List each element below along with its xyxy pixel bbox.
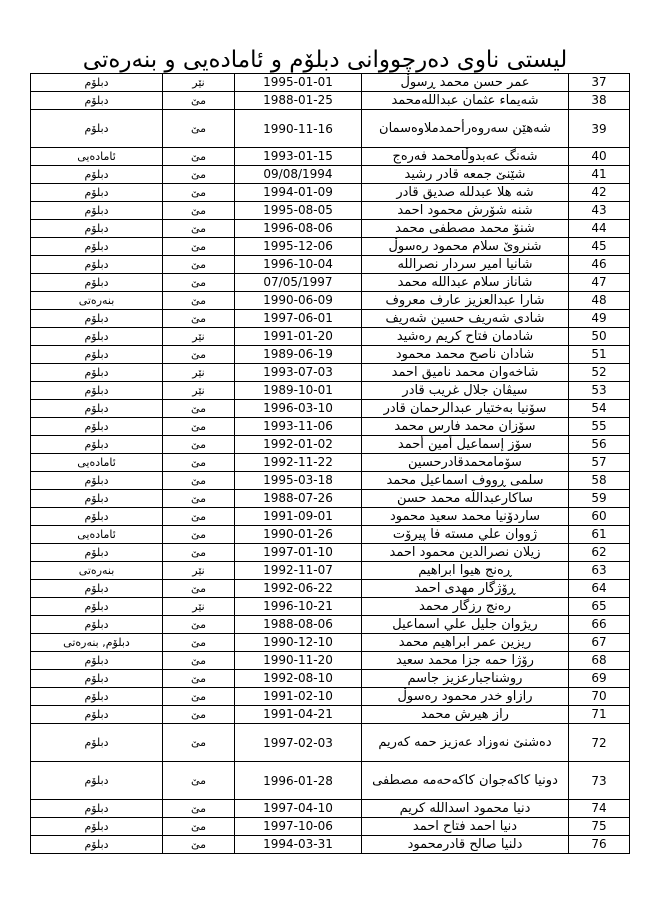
- gender-cell: مێ: [163, 92, 235, 110]
- certificate-cell: دبلۆم: [31, 508, 163, 526]
- birth-date-cell: 1997-10-06: [235, 818, 362, 836]
- table-row: [31, 724, 630, 762]
- table-row: [31, 328, 630, 346]
- row-number-cell: 37: [569, 74, 630, 92]
- gender-cell: مێ: [163, 184, 235, 202]
- certificate-cell: دبلۆم: [31, 400, 163, 418]
- row-number-cell: 65: [569, 598, 630, 616]
- certificate-cell: دبلۆم: [31, 220, 163, 238]
- certificate-cell: دبلۆم: [31, 800, 163, 818]
- certificate-cell: دبلۆم: [31, 328, 163, 346]
- row-number-cell: 71: [569, 706, 630, 724]
- birth-date-cell: 1992-11-22: [235, 454, 362, 472]
- gender-cell: مێ: [163, 238, 235, 256]
- gender-cell: مێ: [163, 508, 235, 526]
- row-number-cell: 40: [569, 148, 630, 166]
- table-row: [31, 220, 630, 238]
- birth-date-cell: 1996-10-04: [235, 256, 362, 274]
- gender-cell: مێ: [163, 454, 235, 472]
- birth-date-cell: 1991-01-20: [235, 328, 362, 346]
- table-row: [31, 238, 630, 256]
- table-row: [31, 634, 630, 652]
- table-row: [31, 454, 630, 472]
- student-name-cell: شنۆ محمد مصطفی محمد: [362, 220, 569, 238]
- gender-cell: مێ: [163, 652, 235, 670]
- birth-date-cell: 09/08/1994: [235, 166, 362, 184]
- row-number-cell: 68: [569, 652, 630, 670]
- table-row: [31, 148, 630, 166]
- certificate-cell: ئامادەیی: [31, 526, 163, 544]
- student-name-cell: شادان ناصح محمد محمود: [362, 346, 569, 364]
- row-number-cell: 52: [569, 364, 630, 382]
- row-number-cell: 49: [569, 310, 630, 328]
- birth-date-cell: 1993-07-03: [235, 364, 362, 382]
- student-name-cell: راز هيرش محمد: [362, 706, 569, 724]
- student-name-cell: شەهێن سەروەرأحمدملاوەسمان: [362, 110, 569, 148]
- birth-date-cell: 1995-08-05: [235, 202, 362, 220]
- table-row: [31, 166, 630, 184]
- table-row: [31, 836, 630, 854]
- table-row: [31, 508, 630, 526]
- gender-cell: نێر: [163, 382, 235, 400]
- gender-cell: مێ: [163, 800, 235, 818]
- certificate-cell: دبلۆم: [31, 544, 163, 562]
- certificate-cell: دبلۆم: [31, 166, 163, 184]
- student-name-cell: شاخەوان محمد ناميق احمد: [362, 364, 569, 382]
- gender-cell: مێ: [163, 580, 235, 598]
- table-row: [31, 274, 630, 292]
- birth-date-cell: 1993-01-15: [235, 148, 362, 166]
- certificate-cell: دبلۆم: [31, 436, 163, 454]
- table-row: [31, 526, 630, 544]
- row-number-cell: 72: [569, 724, 630, 762]
- student-name-cell: شادمان فتاح كريم رەشيد: [362, 328, 569, 346]
- gender-cell: مێ: [163, 526, 235, 544]
- student-name-cell: سلمی ڕووف اسماعیل محمد: [362, 472, 569, 490]
- table-row: [31, 400, 630, 418]
- certificate-cell: دبلۆم: [31, 670, 163, 688]
- table-row: [31, 598, 630, 616]
- certificate-cell: دبلۆم: [31, 706, 163, 724]
- student-name-cell: سۆمامحمدقادرحسین: [362, 454, 569, 472]
- row-number-cell: 70: [569, 688, 630, 706]
- row-number-cell: 54: [569, 400, 630, 418]
- certificate-cell: دبلۆم: [31, 472, 163, 490]
- student-name-cell: رازاو خدر محمود رەسوڵ: [362, 688, 569, 706]
- certificate-cell: دبلۆم: [31, 652, 163, 670]
- birth-date-cell: 1991-04-21: [235, 706, 362, 724]
- gender-cell: مێ: [163, 292, 235, 310]
- gender-cell: مێ: [163, 762, 235, 800]
- birth-date-cell: 1995-03-18: [235, 472, 362, 490]
- row-number-cell: 74: [569, 800, 630, 818]
- row-number-cell: 55: [569, 418, 630, 436]
- gender-cell: مێ: [163, 274, 235, 292]
- gender-cell: نێر: [163, 328, 235, 346]
- gender-cell: مێ: [163, 310, 235, 328]
- table-row: [31, 256, 630, 274]
- birth-date-cell: 1997-01-10: [235, 544, 362, 562]
- student-name-cell: شنە شۆرش محمود احمد: [362, 202, 569, 220]
- student-name-cell: دلنيا صالح قادرمحمود: [362, 836, 569, 854]
- student-name-cell: ساكارعبداللّه محمد حسن: [362, 490, 569, 508]
- student-name-cell: رۆژا حمه جزا محمد سعيد: [362, 652, 569, 670]
- certificate-cell: دبلۆم: [31, 274, 163, 292]
- gender-cell: مێ: [163, 490, 235, 508]
- gender-cell: مێ: [163, 436, 235, 454]
- birth-date-cell: 1990-12-10: [235, 634, 362, 652]
- student-name-cell: سۆنیا بەختیار عبدالرحمان قادر: [362, 400, 569, 418]
- birth-date-cell: 1997-02-03: [235, 724, 362, 762]
- birth-date-cell: 1992-11-07: [235, 562, 362, 580]
- row-number-cell: 46: [569, 256, 630, 274]
- birth-date-cell: 1988-08-06: [235, 616, 362, 634]
- table-row: [31, 490, 630, 508]
- student-name-cell: شاناز سلام عبدالله محمد: [362, 274, 569, 292]
- row-number-cell: 66: [569, 616, 630, 634]
- birth-date-cell: 1991-02-10: [235, 688, 362, 706]
- student-name-cell: شەیماء عثمان عبداللەمحمد: [362, 92, 569, 110]
- table-row: [31, 110, 630, 148]
- gender-cell: مێ: [163, 110, 235, 148]
- certificate-cell: دبلۆم: [31, 202, 163, 220]
- row-number-cell: 62: [569, 544, 630, 562]
- student-name-cell: رەنج رزگار محمد: [362, 598, 569, 616]
- birth-date-cell: 1997-06-01: [235, 310, 362, 328]
- row-number-cell: 44: [569, 220, 630, 238]
- birth-date-cell: 1990-11-20: [235, 652, 362, 670]
- student-name-cell: ساردۆنیا محمد سعيد محمود: [362, 508, 569, 526]
- birth-date-cell: 1989-06-19: [235, 346, 362, 364]
- birth-date-cell: 1996-10-21: [235, 598, 362, 616]
- row-number-cell: 50: [569, 328, 630, 346]
- table-row: [31, 706, 630, 724]
- birth-date-cell: 1990-11-16: [235, 110, 362, 148]
- birth-date-cell: 1990-06-09: [235, 292, 362, 310]
- certificate-cell: دبلۆم: [31, 110, 163, 148]
- student-name-cell: شەنگ عەبدوڵامحمد فەرەج: [362, 148, 569, 166]
- gender-cell: مێ: [163, 706, 235, 724]
- graduates-table: [30, 73, 630, 854]
- birth-date-cell: 1991-09-01: [235, 508, 362, 526]
- gender-cell: مێ: [163, 220, 235, 238]
- certificate-cell: بنەرەتی: [31, 562, 163, 580]
- row-number-cell: 69: [569, 670, 630, 688]
- student-name-cell: زيلان نصرالدين محمود احمد: [362, 544, 569, 562]
- birth-date-cell: 1992-01-02: [235, 436, 362, 454]
- row-number-cell: 73: [569, 762, 630, 800]
- table-row: [31, 184, 630, 202]
- birth-date-cell: 1994-03-31: [235, 836, 362, 854]
- row-number-cell: 43: [569, 202, 630, 220]
- row-number-cell: 64: [569, 580, 630, 598]
- student-name-cell: ژووان علي مسته فا پیرۆت: [362, 526, 569, 544]
- birth-date-cell: 1988-07-26: [235, 490, 362, 508]
- student-name-cell: ريزين عمر ابراهيم محمد: [362, 634, 569, 652]
- table-row: [31, 818, 630, 836]
- table-row: [31, 472, 630, 490]
- gender-cell: مێ: [163, 346, 235, 364]
- gender-cell: نێر: [163, 562, 235, 580]
- gender-cell: مێ: [163, 616, 235, 634]
- birth-date-cell: 1988-01-25: [235, 92, 362, 110]
- table-row: [31, 580, 630, 598]
- birth-date-cell: 1996-08-06: [235, 220, 362, 238]
- certificate-cell: دبلۆم: [31, 580, 163, 598]
- gender-cell: نێر: [163, 598, 235, 616]
- gender-cell: مێ: [163, 670, 235, 688]
- birth-date-cell: 07/05/1997: [235, 274, 362, 292]
- table-row: [31, 544, 630, 562]
- page-title: لیستی ناوی دەرچووانی دبلۆم و ئامادەیی و بنەرەتی: [82, 47, 568, 73]
- gender-cell: مێ: [163, 256, 235, 274]
- row-number-cell: 53: [569, 382, 630, 400]
- certificate-cell: دبلۆم: [31, 92, 163, 110]
- row-number-cell: 47: [569, 274, 630, 292]
- certificate-cell: دبلۆم: [31, 310, 163, 328]
- row-number-cell: 45: [569, 238, 630, 256]
- certificate-cell: دبلۆم: [31, 724, 163, 762]
- gender-cell: نێر: [163, 74, 235, 92]
- certificate-cell: دبلۆم: [31, 762, 163, 800]
- birth-date-cell: 1994-01-09: [235, 184, 362, 202]
- certificate-cell: دبلۆم: [31, 364, 163, 382]
- student-name-cell: ريژوان جليل علي اسماعيل: [362, 616, 569, 634]
- certificate-cell: دبلۆم: [31, 616, 163, 634]
- certificate-cell: دبلۆم: [31, 490, 163, 508]
- certificate-cell: دبلۆم: [31, 836, 163, 854]
- table-row: [31, 762, 630, 800]
- birth-date-cell: 1995-01-01: [235, 74, 362, 92]
- student-name-cell: سیڤان جلال غریب قادر: [362, 382, 569, 400]
- row-number-cell: 61: [569, 526, 630, 544]
- table-row: [31, 418, 630, 436]
- table-row: [31, 310, 630, 328]
- certificate-cell: دبلۆم: [31, 418, 163, 436]
- student-name-cell: ڕەنج هيوا ابراهيم: [362, 562, 569, 580]
- student-name-cell: سۆزان محمد فارس محمد: [362, 418, 569, 436]
- gender-cell: مێ: [163, 418, 235, 436]
- birth-date-cell: 1996-03-10: [235, 400, 362, 418]
- row-number-cell: 58: [569, 472, 630, 490]
- certificate-cell: دبلۆم: [31, 74, 163, 92]
- certificate-cell: دبلۆم, بنەرەتی: [31, 634, 163, 652]
- student-name-cell: دەشنێ نەوزاد عەزیز حمه كەريم: [362, 724, 569, 762]
- student-name-cell: سۆز إسماعيل أمين أحمد: [362, 436, 569, 454]
- table-row: [31, 382, 630, 400]
- student-name-cell: ڕۆژگار مهدی احمد: [362, 580, 569, 598]
- gender-cell: نێر: [163, 364, 235, 382]
- graduates-table-body: [31, 74, 630, 854]
- gender-cell: مێ: [163, 400, 235, 418]
- table-row: [31, 652, 630, 670]
- row-number-cell: 51: [569, 346, 630, 364]
- row-number-cell: 67: [569, 634, 630, 652]
- table-row: [31, 202, 630, 220]
- table-row: [31, 688, 630, 706]
- table-row: [31, 364, 630, 382]
- row-number-cell: 60: [569, 508, 630, 526]
- student-name-cell: شه هلا عبدلله صديق قادر: [362, 184, 569, 202]
- student-name-cell: شنروێ سلام محمود رەسوڵ: [362, 238, 569, 256]
- birth-date-cell: 1997-04-10: [235, 800, 362, 818]
- certificate-cell: دبلۆم: [31, 598, 163, 616]
- birth-date-cell: 1992-08-10: [235, 670, 362, 688]
- table-row: [31, 800, 630, 818]
- row-number-cell: 41: [569, 166, 630, 184]
- certificate-cell: بنەرەتی: [31, 292, 163, 310]
- row-number-cell: 59: [569, 490, 630, 508]
- certificate-cell: ئامادەیی: [31, 148, 163, 166]
- row-number-cell: 56: [569, 436, 630, 454]
- row-number-cell: 63: [569, 562, 630, 580]
- table-row: [31, 616, 630, 634]
- student-name-cell: شارا عبدالعزيز عارف معروف: [362, 292, 569, 310]
- student-name-cell: دونیا کاکەجوان کاکەحەمە مصطفی: [362, 762, 569, 800]
- row-number-cell: 42: [569, 184, 630, 202]
- gender-cell: مێ: [163, 166, 235, 184]
- gender-cell: مێ: [163, 688, 235, 706]
- student-name-cell: روشناجبارعزيز جاسم: [362, 670, 569, 688]
- table-row: [31, 74, 630, 92]
- table-row: [31, 346, 630, 364]
- certificate-cell: دبلۆم: [31, 256, 163, 274]
- table-row: [31, 292, 630, 310]
- birth-date-cell: 1990-01-26: [235, 526, 362, 544]
- gender-cell: مێ: [163, 544, 235, 562]
- table-row: [31, 562, 630, 580]
- certificate-cell: دبلۆم: [31, 688, 163, 706]
- student-name-cell: دنيا محمود اسدالله كريم: [362, 800, 569, 818]
- row-number-cell: 76: [569, 836, 630, 854]
- row-number-cell: 75: [569, 818, 630, 836]
- certificate-cell: دبلۆم: [31, 818, 163, 836]
- student-name-cell: شێنێ جمعه قادر رشيد: [362, 166, 569, 184]
- student-name-cell: عمر حسن محمد ڕسوڵ: [362, 74, 569, 92]
- birth-date-cell: 1989-10-01: [235, 382, 362, 400]
- gender-cell: مێ: [163, 148, 235, 166]
- row-number-cell: 39: [569, 110, 630, 148]
- gender-cell: مێ: [163, 202, 235, 220]
- birth-date-cell: 1993-11-06: [235, 418, 362, 436]
- table-row: [31, 92, 630, 110]
- certificate-cell: دبلۆم: [31, 382, 163, 400]
- birth-date-cell: 1992-06-22: [235, 580, 362, 598]
- table-row: [31, 436, 630, 454]
- birth-date-cell: 1995-12-06: [235, 238, 362, 256]
- gender-cell: مێ: [163, 634, 235, 652]
- gender-cell: مێ: [163, 472, 235, 490]
- gender-cell: مێ: [163, 818, 235, 836]
- certificate-cell: دبلۆم: [31, 346, 163, 364]
- student-name-cell: شادی شەریف حسین شەریف: [362, 310, 569, 328]
- student-name-cell: شانیا امیر سردار نصرالله: [362, 256, 569, 274]
- gender-cell: مێ: [163, 836, 235, 854]
- birth-date-cell: 1996-01-28: [235, 762, 362, 800]
- student-name-cell: دنیا احمد فتاح احمد: [362, 818, 569, 836]
- certificate-cell: دبلۆم: [31, 238, 163, 256]
- certificate-cell: دبلۆم: [31, 184, 163, 202]
- table-row: [31, 670, 630, 688]
- certificate-cell: ئامادەیی: [31, 454, 163, 472]
- row-number-cell: 57: [569, 454, 630, 472]
- row-number-cell: 48: [569, 292, 630, 310]
- gender-cell: مێ: [163, 724, 235, 762]
- row-number-cell: 38: [569, 92, 630, 110]
